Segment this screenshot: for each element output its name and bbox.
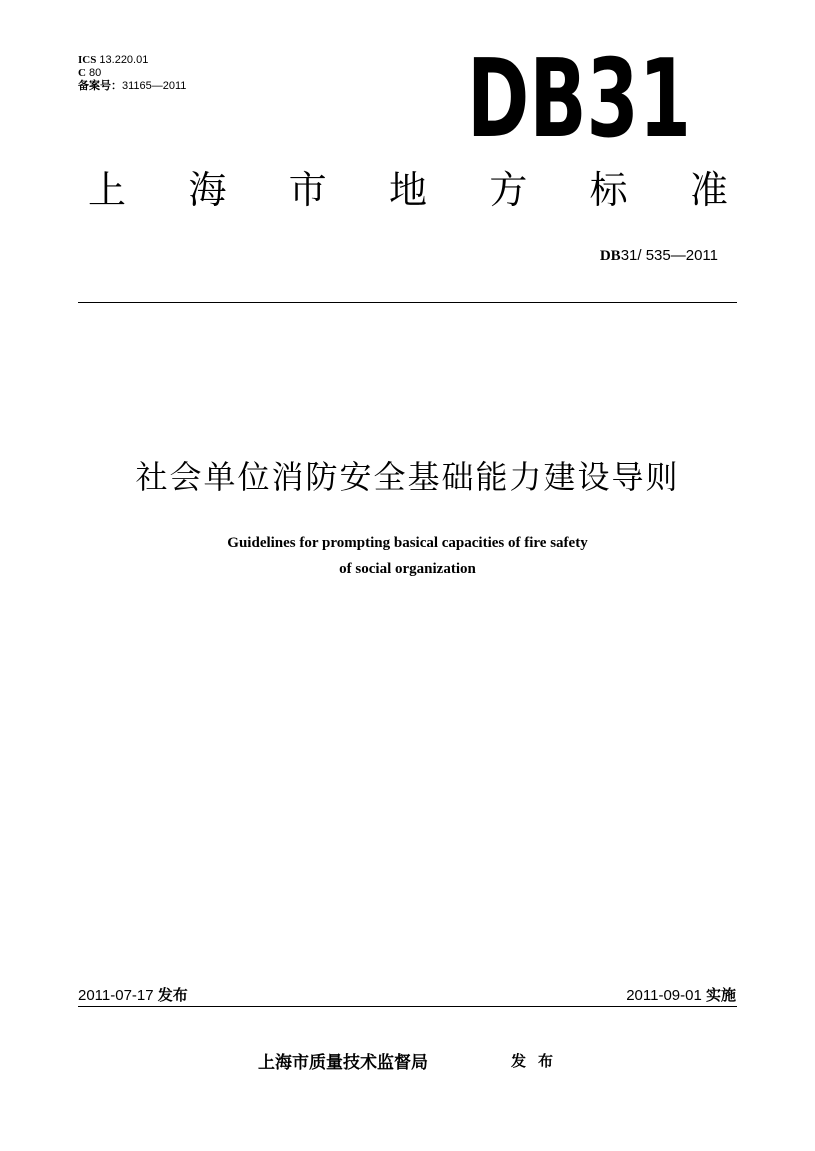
standard-type-char: 上 bbox=[88, 168, 127, 212]
ccs-value: 80 bbox=[89, 67, 102, 79]
ics-row bbox=[78, 54, 186, 67]
ics-label: ICS bbox=[78, 54, 97, 66]
standard-number-rest: 31/ 535—2011 bbox=[620, 247, 718, 264]
effective-label: 实施 bbox=[705, 986, 736, 1004]
db31-logo-text: DB31 bbox=[467, 37, 691, 162]
standard-type-char: 地 bbox=[388, 168, 427, 212]
effective-date: 2011-09-01 bbox=[626, 987, 702, 1004]
ccs-label: C bbox=[78, 67, 86, 79]
filing-row bbox=[78, 80, 186, 93]
publisher-name: 上海市质量技术监督局 bbox=[258, 1053, 428, 1073]
filing-value: 31165—2011 bbox=[122, 80, 187, 92]
standard-type-title bbox=[88, 166, 728, 214]
standard-number-prefix: DB bbox=[599, 248, 621, 264]
issue-date: 2011-07-17 bbox=[78, 987, 154, 1004]
classification-block bbox=[78, 54, 186, 93]
document-title-cn: 社会单位消防安全基础能力建设导则 bbox=[135, 458, 680, 496]
standard-number bbox=[600, 247, 718, 265]
ccs-row bbox=[78, 67, 186, 80]
document-title-en bbox=[0, 530, 815, 582]
document-title-en-line1: Guidelines for prompting basical capacities of fire safety bbox=[227, 535, 588, 551]
bottom-divider bbox=[78, 1006, 737, 1007]
db31-logo bbox=[466, 37, 692, 162]
filing-label: 备案号： bbox=[78, 80, 122, 92]
issue-date-block bbox=[78, 984, 188, 1005]
standard-type-char: 海 bbox=[188, 168, 227, 212]
top-divider bbox=[78, 302, 737, 303]
issue-label: 发布 bbox=[157, 986, 188, 1004]
standard-type-char: 准 bbox=[689, 168, 728, 212]
document-title-en-line2: of social organization bbox=[339, 561, 476, 577]
standard-type-char: 市 bbox=[288, 168, 327, 212]
effective-date-block bbox=[626, 984, 736, 1005]
standard-type-char: 方 bbox=[489, 168, 528, 212]
ics-value: 13.220.01 bbox=[99, 54, 149, 66]
standard-type-char: 标 bbox=[589, 168, 628, 212]
publish-action: 发布 bbox=[511, 1052, 566, 1070]
